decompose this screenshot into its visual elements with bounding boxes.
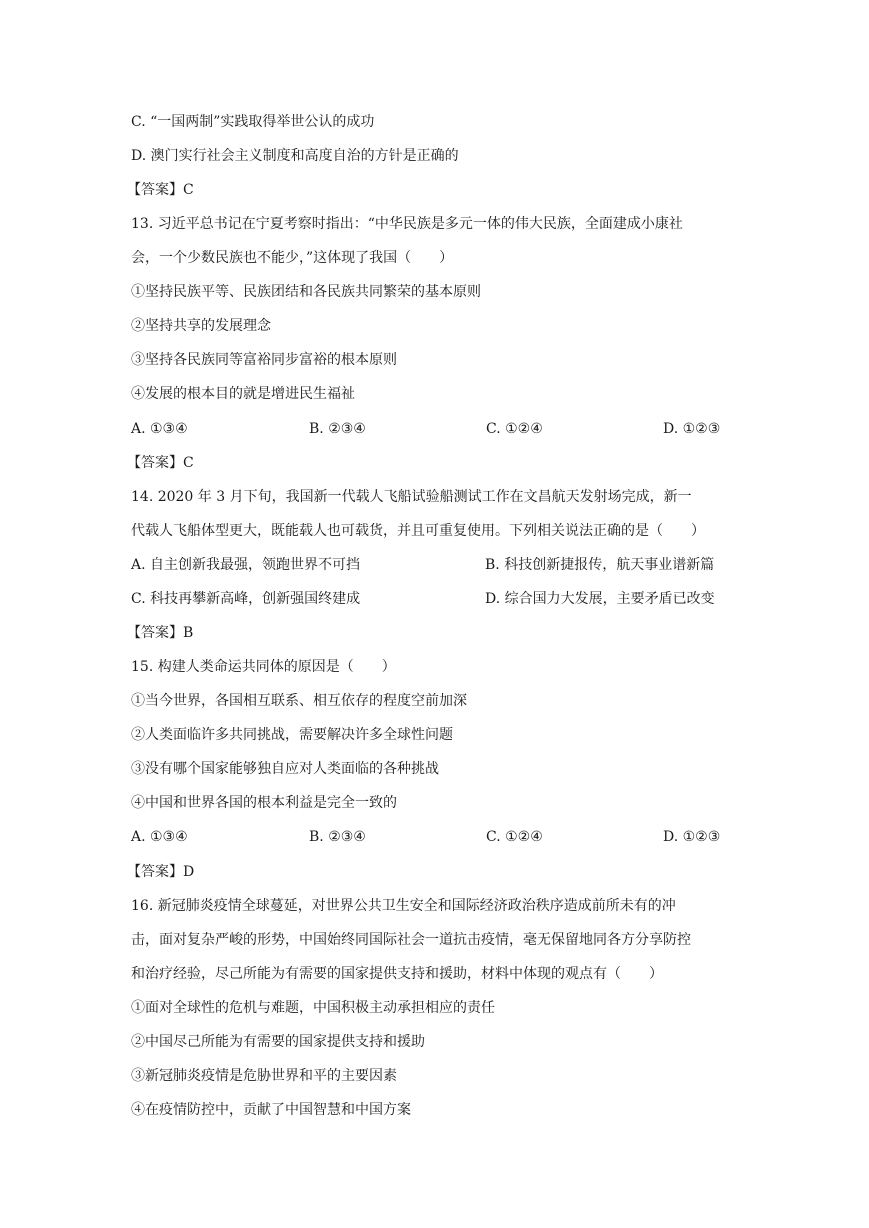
q15-statement-3: ③没有哪个国家能够独自应对人类面临的各种挑战 (131, 761, 439, 777)
q14-option-c: C. 科技再攀新高峰，创新强国终建成 (131, 591, 361, 607)
q12-option-c: C. “一国两制”实践取得举世公认的成功 (131, 114, 375, 130)
q13-stem-line-2: 会，一个少数民族也不能少，”这体现了我国（ ） (131, 250, 454, 266)
q12-answer: 【答案】C (127, 182, 194, 198)
q13-statement-1: ①坚持民族平等、民族团结和各民族共同繁荣的基本原则 (131, 284, 481, 300)
q16-statement-4: ④在疫情防控中，贡献了中国智慧和中国方案 (131, 1102, 411, 1118)
q15-option-c: C. ①②④ (486, 829, 543, 845)
q15-stem: 15. 构建人类命运共同体的原因是（ ） (131, 659, 396, 675)
q14-option-a: A. 自主创新我最强，领跑世界不可挡 (131, 557, 361, 573)
q14-stem-line-1: 14. 2020 年 3 月下旬，我国新一代载人飞船试验船测试工作在文昌航天发射场完成，新一 (131, 489, 692, 505)
q15-option-a: A. ①③④ (131, 829, 188, 845)
q16-stem-line-1: 16. 新冠肺炎疫情全球蔓延，对世界公共卫生安全和国际经济政治秩序造成前所未有的冲 (131, 898, 676, 914)
q13-options (131, 418, 738, 440)
q14-option-b: B. 科技创新捷报传，航天事业谱新篇 (485, 557, 715, 573)
q16-statement-3: ③新冠肺炎疫情是危胁世界和平的主要因素 (131, 1068, 397, 1084)
q13-statement-4: ④发展的根本目的就是增进民生福祉 (131, 386, 355, 402)
q16-statement-2: ②中国尽己所能为有需要的国家提供支持和援助 (131, 1034, 425, 1050)
q15-option-b: B. ②③④ (309, 829, 366, 845)
q12-option-d: D. 澳门实行社会主义制度和高度自治的方针是正确的 (131, 148, 459, 164)
q14-options-row-1 (131, 554, 738, 576)
q14-option-d: D. 综合国力大发展，主要矛盾已改变 (485, 591, 715, 607)
q15-statement-2: ②人类面临许多共同挑战，需要解决许多全球性问题 (131, 727, 453, 743)
q14-stem-line-2: 代载人飞船体型更大，既能载人也可载货，并且可重复使用。下列相关说法正确的是（ ） (131, 523, 705, 539)
q13-stem-line-1: 13. 习近平总书记在宁夏考察时指出：“中华民族是多元一体的伟大民族，全面建成小康社 (131, 216, 683, 232)
q14-answer: 【答案】B (127, 625, 194, 641)
q15-answer: 【答案】D (127, 864, 195, 880)
q15-option-d: D. ①②③ (663, 829, 721, 845)
q16-stem-line-2: 击，面对复杂严峻的形势，中国始终同国际社会一道抗击疫情，毫无保留地同各方分享防控 (131, 932, 691, 948)
q13-option-a: A. ①③④ (131, 421, 188, 437)
q13-statement-2: ②坚持共享的发展理念 (131, 318, 271, 334)
q13-option-b: B. ②③④ (309, 421, 366, 437)
q16-stem-line-3: 和治疗经验，尽己所能为有需要的国家提供支持和援助，材料中体现的观点有（ ） (131, 966, 663, 982)
q16-statement-1: ①面对全球性的危机与难题，中国积极主动承担相应的责任 (131, 1000, 495, 1016)
q14-options-row-2 (131, 588, 738, 610)
q15-statement-1: ①当今世界，各国相互联系、相互依存的程度空前加深 (131, 693, 467, 709)
q13-answer: 【答案】C (127, 455, 194, 471)
q13-option-c: C. ①②④ (486, 421, 543, 437)
q13-statement-3: ③坚持各民族同等富裕同步富裕的根本原则 (131, 352, 397, 368)
q15-statement-4: ④中国和世界各国的根本利益是完全一致的 (131, 795, 397, 811)
q13-option-d: D. ①②③ (663, 421, 721, 437)
q15-options (131, 826, 738, 848)
